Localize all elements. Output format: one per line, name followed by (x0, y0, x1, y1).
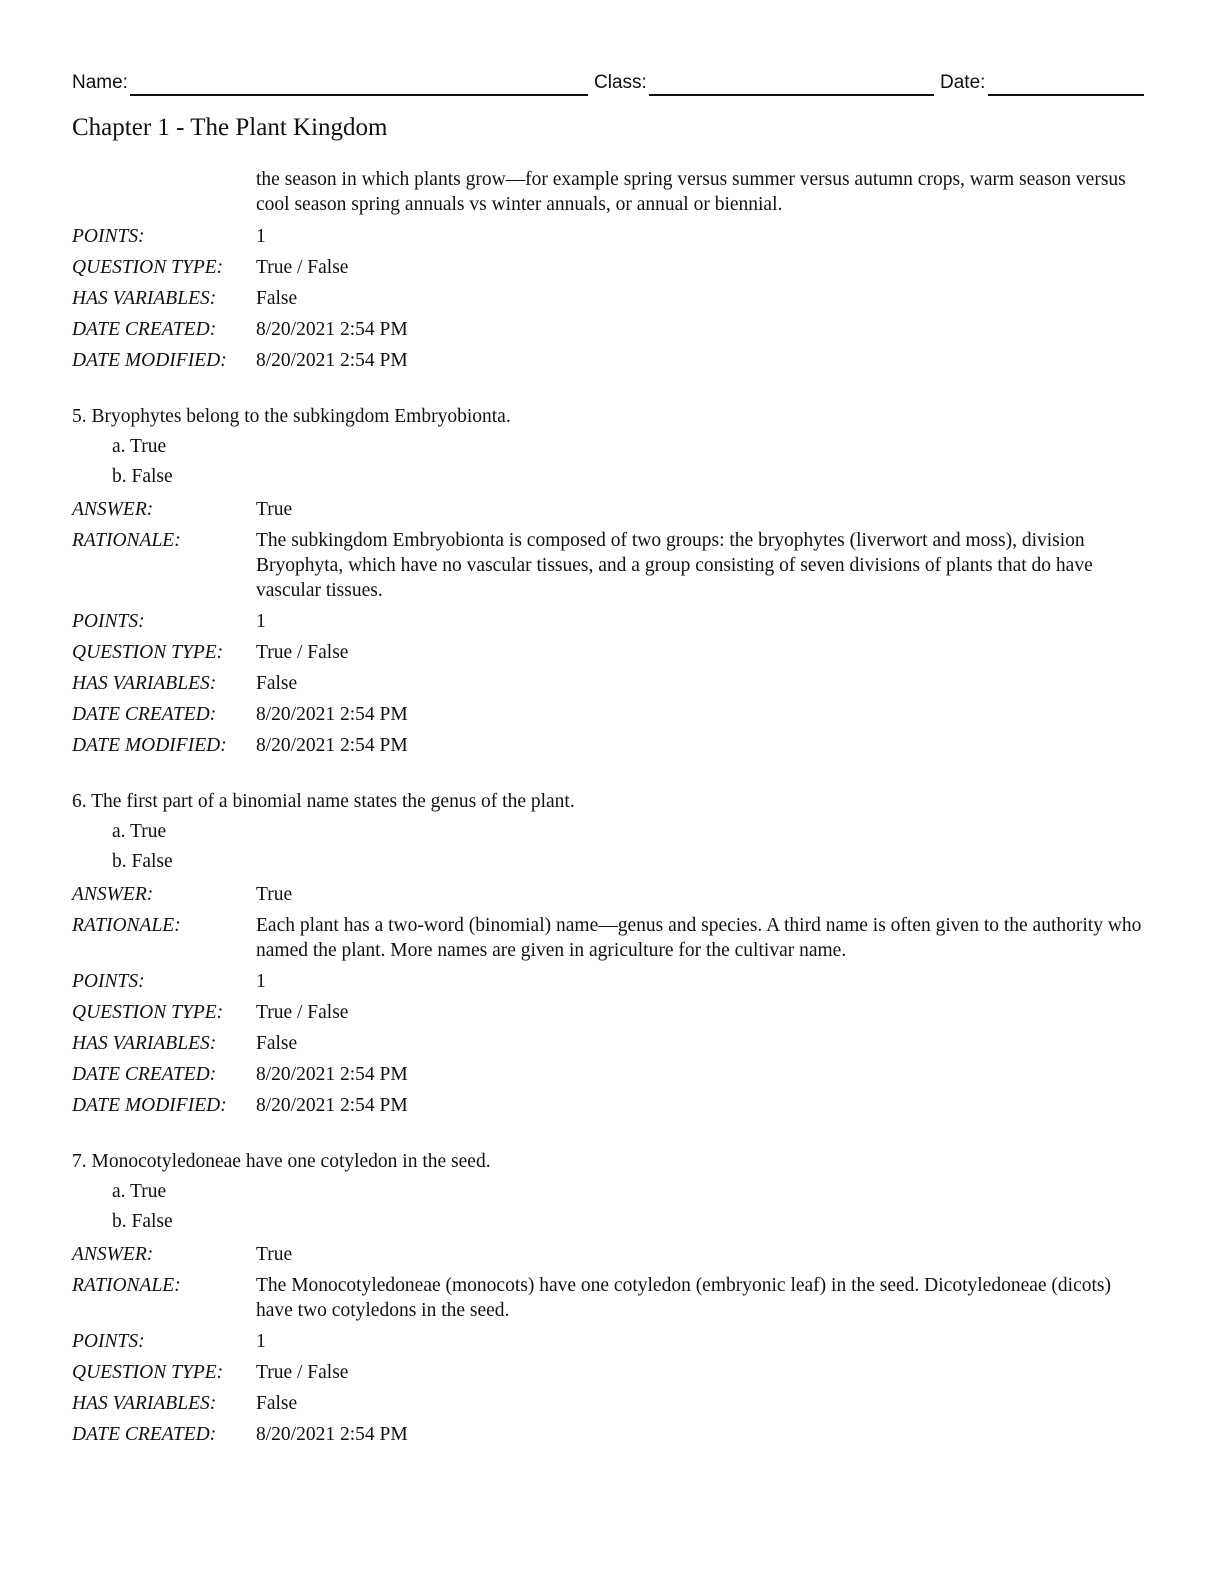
rationale-row (72, 1270, 1152, 1323)
date-created-label: DATE CREATED: (72, 704, 217, 725)
has-variables-label: HAS VARIABLES: (72, 288, 217, 309)
question-type-value: True / False (256, 642, 349, 663)
class-label: Class: (594, 72, 647, 93)
points-value: 1 (256, 611, 266, 632)
question-type-row (72, 997, 1152, 1028)
has-variables-label: HAS VARIABLES: (72, 1393, 217, 1414)
date-label: Date: (940, 72, 986, 93)
question-type-row (72, 1357, 1152, 1388)
answer-label: ANSWER: (72, 1244, 154, 1265)
rationale-label: RATIONALE: (72, 915, 181, 936)
date-modified-value: 8/20/2021 2:54 PM (256, 350, 408, 371)
has-variables-value: False (256, 1393, 298, 1414)
question-type-label: QUESTION TYPE: (72, 642, 224, 663)
points-label: POINTS: (72, 611, 145, 632)
option-b: b. False (112, 851, 173, 872)
date-modified-row (72, 730, 1152, 761)
date-created-row (72, 314, 1152, 345)
date-modified-value: 8/20/2021 2:54 PM (256, 735, 408, 756)
date-modified-row (72, 345, 1152, 376)
question-text: 6. The first part of a binomial name states the genus of the plant. (72, 791, 575, 812)
question-block-6 (72, 789, 1152, 1121)
question-block-5 (72, 404, 1152, 761)
question-type-value: True / False (256, 257, 349, 278)
date-created-label: DATE CREATED: (72, 319, 217, 340)
answer-row (72, 1239, 1152, 1270)
chapter-title: Chapter 1 - The Plant Kingdom (72, 114, 388, 141)
rationale-value: Each plant has a two-word (binomial) name—genus and species. A third name is often given to the authority who named the plant. More names are given in agriculture for the cultivar name. (256, 915, 1142, 961)
rationale-row (72, 910, 1152, 963)
has-variables-row (72, 1388, 1152, 1419)
date-created-value: 8/20/2021 2:54 PM (256, 1064, 408, 1085)
points-row (72, 966, 1152, 997)
has-variables-row (72, 1028, 1152, 1059)
rationale-row (72, 525, 1152, 603)
option-a: a. True (112, 1181, 167, 1202)
date-created-value: 8/20/2021 2:54 PM (256, 704, 408, 725)
has-variables-value: False (256, 1033, 298, 1054)
answer-label: ANSWER: (72, 499, 154, 520)
name-blank-line (130, 94, 588, 96)
answer-value: True (256, 884, 293, 905)
date-modified-value: 8/20/2021 2:54 PM (256, 1095, 408, 1116)
question-type-value: True / False (256, 1362, 349, 1383)
option-b: b. False (112, 466, 173, 487)
continued-rationale-text: the season in which plants grow—for example spring versus summer versus autumn crops, warm season versus cool season spring annuals vs winter annuals, or annual or biennial. (256, 169, 1126, 215)
date-created-row (72, 1059, 1152, 1090)
answer-row (72, 494, 1152, 525)
question-list (72, 167, 1152, 1450)
question-type-row (72, 637, 1152, 668)
date-blank-line (988, 94, 1144, 96)
header-fields (72, 70, 1144, 98)
question-type-value: True / False (256, 1002, 349, 1023)
points-label: POINTS: (72, 226, 145, 247)
points-row (72, 1326, 1152, 1357)
points-row (72, 221, 1152, 252)
answer-value: True (256, 499, 293, 520)
date-created-row (72, 699, 1152, 730)
option-b: b. False (112, 1211, 173, 1232)
rationale-value: The Monocotyledoneae (monocots) have one cotyledon (embryonic leaf) in the seed. Dicotyledoneae (dicots) have two cotyledons in the seed. (256, 1275, 1111, 1321)
name-label: Name: (72, 72, 128, 93)
date-created-label: DATE CREATED: (72, 1064, 217, 1085)
has-variables-label: HAS VARIABLES: (72, 673, 217, 694)
date-created-value: 8/20/2021 2:54 PM (256, 319, 408, 340)
rationale-value: The subkingdom Embryobionta is composed of two groups: the bryophytes (liverwort and moss), division Bryophyta, which have no vascular tissues, and a group consisting of seven divisions of plants that do have vascular tissues. (256, 530, 1093, 601)
date-created-label: DATE CREATED: (72, 1424, 217, 1445)
question-text: 7. Monocotyledoneae have one cotyledon in the seed. (72, 1151, 491, 1172)
date-modified-label: DATE MODIFIED: (72, 350, 227, 371)
date-modified-row (72, 1090, 1152, 1121)
question-type-label: QUESTION TYPE: (72, 257, 224, 278)
option-a: a. True (112, 436, 167, 457)
has-variables-label: HAS VARIABLES: (72, 1033, 217, 1054)
question-block-7 (72, 1149, 1152, 1450)
question-type-label: QUESTION TYPE: (72, 1362, 224, 1383)
date-created-row (72, 1419, 1152, 1450)
answer-value: True (256, 1244, 293, 1265)
question-text: 5. Bryophytes belong to the subkingdom Embryobionta. (72, 406, 511, 427)
question-type-label: QUESTION TYPE: (72, 1002, 224, 1023)
points-value: 1 (256, 226, 266, 247)
question-type-row (72, 252, 1152, 283)
points-label: POINTS: (72, 1331, 145, 1352)
class-blank-line (649, 94, 934, 96)
date-modified-label: DATE MODIFIED: (72, 735, 227, 756)
has-variables-value: False (256, 288, 298, 309)
has-variables-value: False (256, 673, 298, 694)
answer-label: ANSWER: (72, 884, 154, 905)
answer-row (72, 879, 1152, 910)
points-label: POINTS: (72, 971, 145, 992)
points-value: 1 (256, 1331, 266, 1352)
rationale-label: RATIONALE: (72, 1275, 181, 1296)
continuation-block (72, 167, 1152, 376)
points-row (72, 606, 1152, 637)
date-created-value: 8/20/2021 2:54 PM (256, 1424, 408, 1445)
has-variables-row (72, 668, 1152, 699)
rationale-label: RATIONALE: (72, 530, 181, 551)
date-modified-label: DATE MODIFIED: (72, 1095, 227, 1116)
has-variables-row (72, 283, 1152, 314)
points-value: 1 (256, 971, 266, 992)
option-a: a. True (112, 821, 167, 842)
